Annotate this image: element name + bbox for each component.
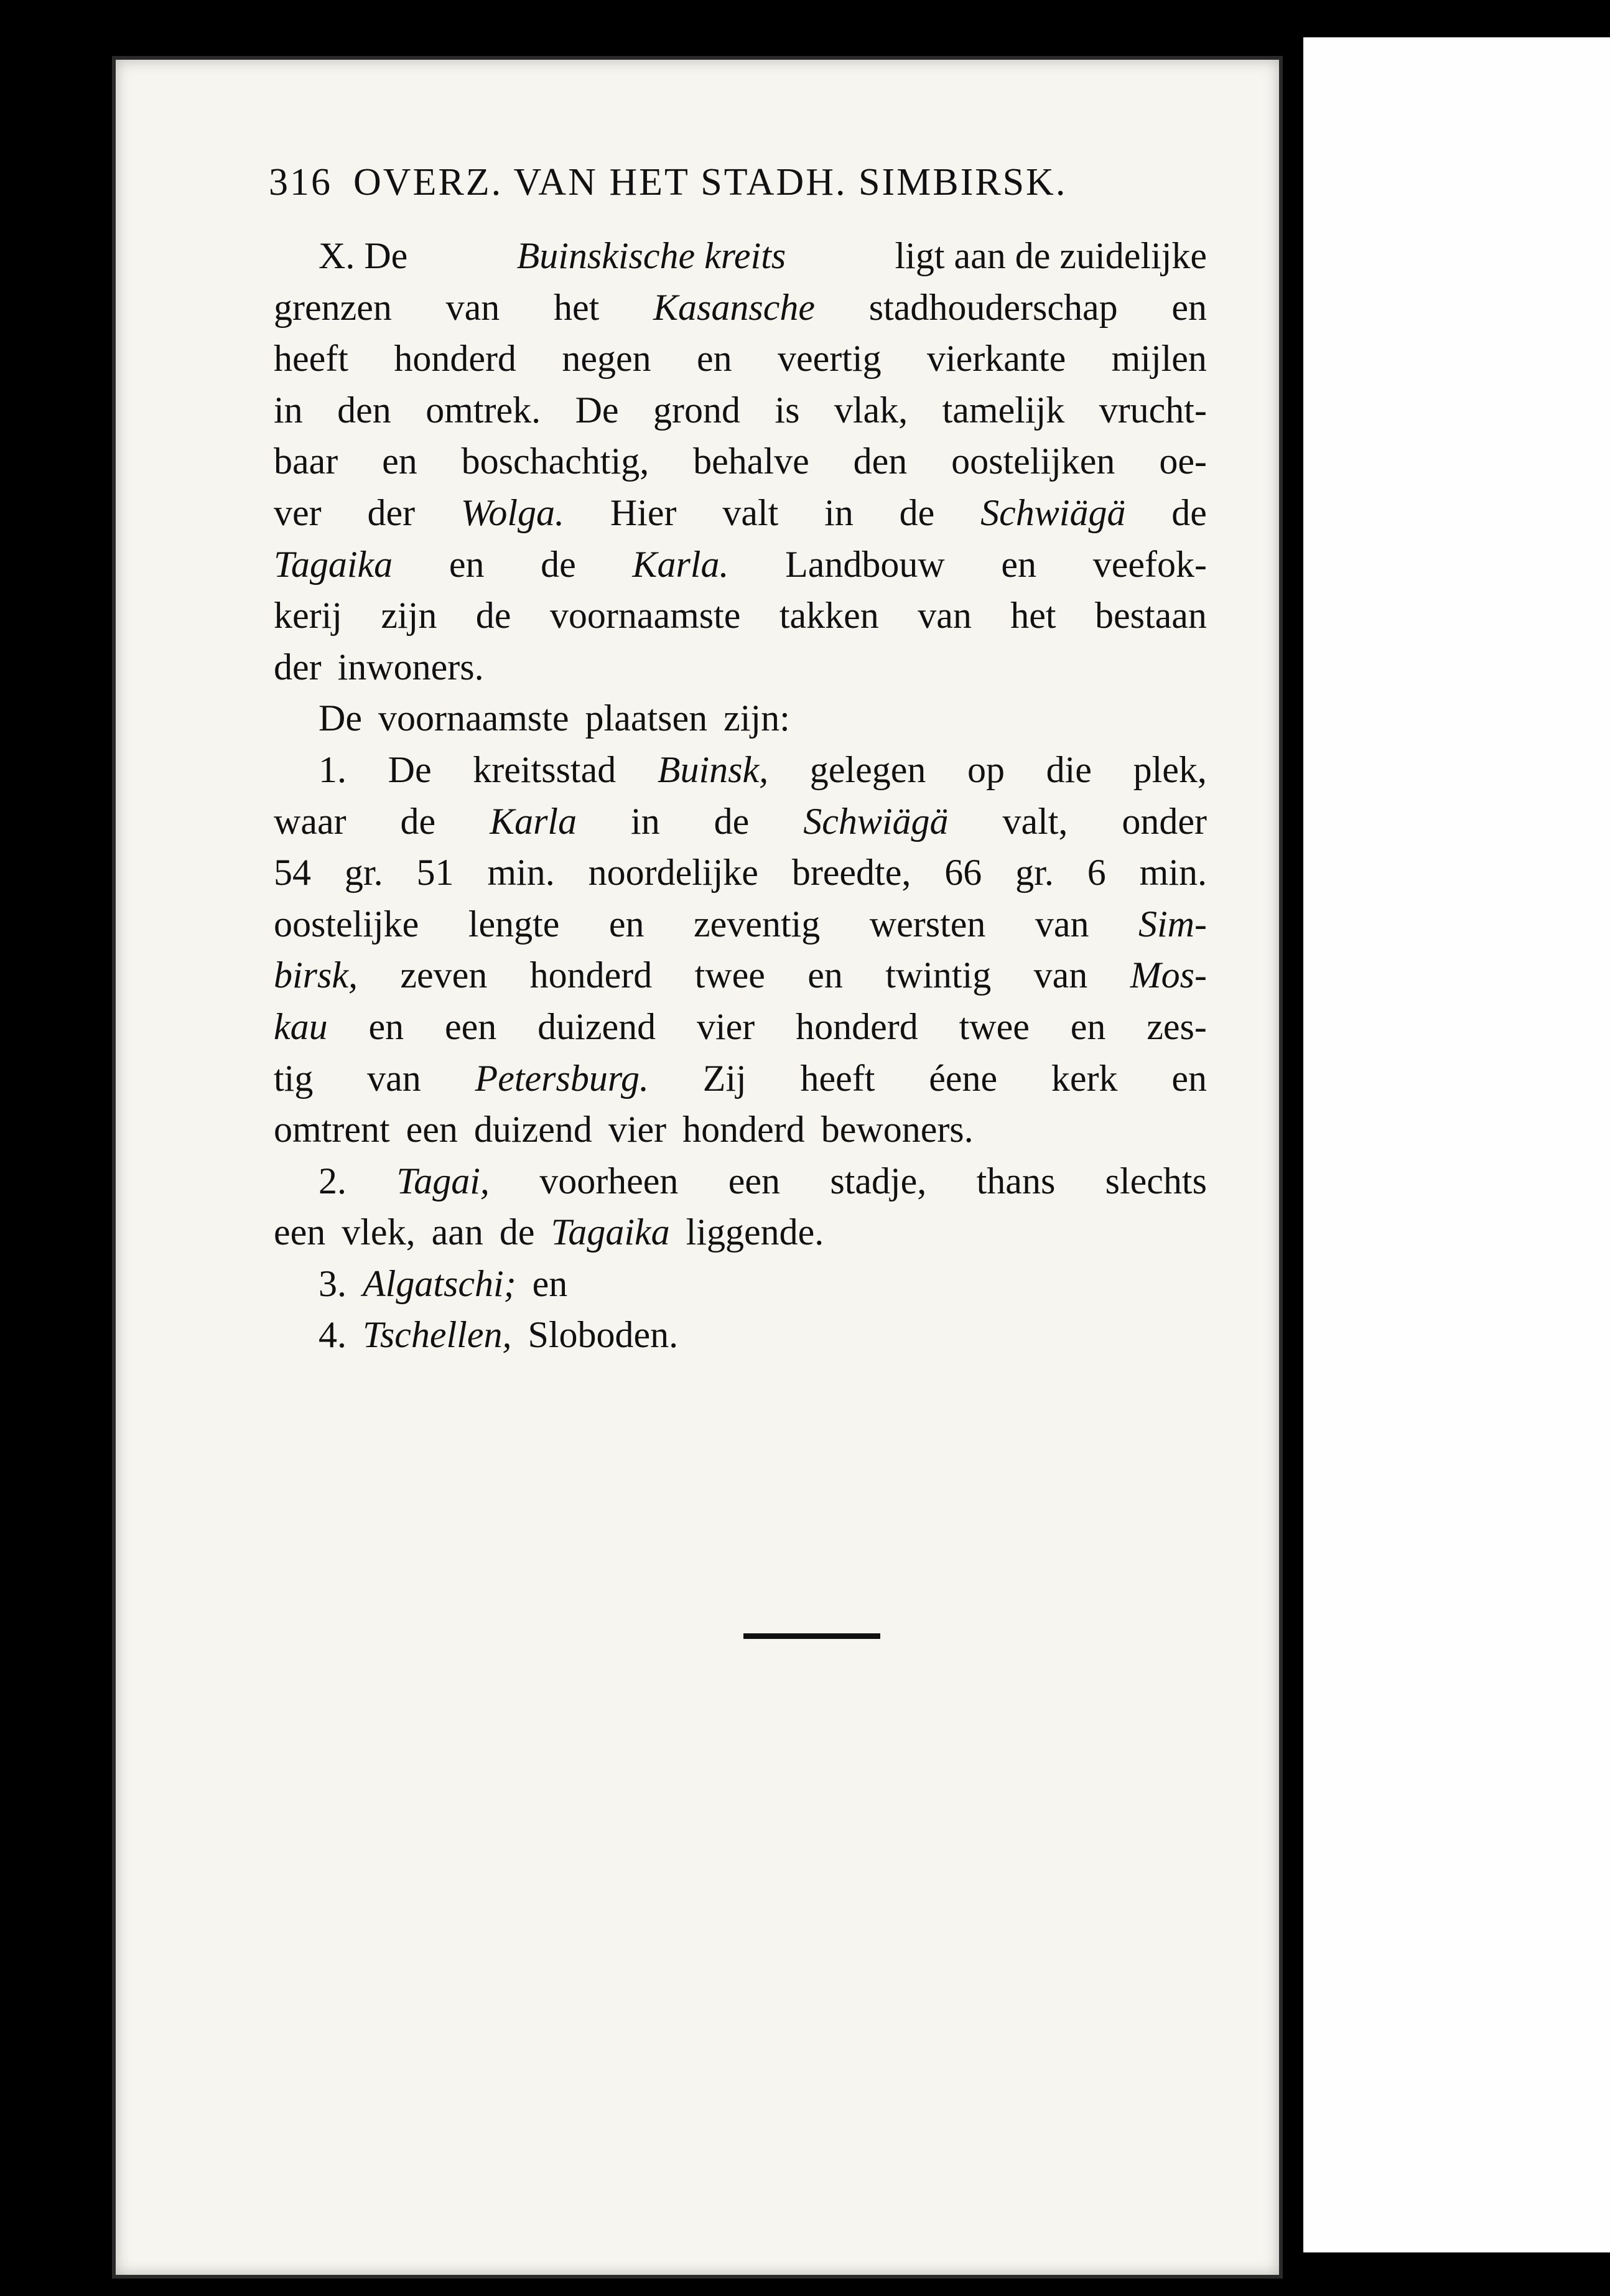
word: Tagaika	[551, 1211, 670, 1253]
running-head	[269, 161, 1211, 205]
word: de	[475, 595, 511, 637]
word: éene	[929, 1057, 998, 1099]
text-line	[274, 385, 1207, 436]
word: en	[532, 1262, 568, 1304]
word: voornaamste	[549, 595, 741, 637]
word: een	[728, 1160, 781, 1202]
text-line	[274, 642, 1207, 693]
word: der	[274, 646, 322, 688]
word: gr.	[344, 852, 383, 894]
word: lengte	[468, 903, 560, 945]
text-line	[274, 744, 1207, 796]
word: De	[319, 698, 362, 739]
word: kerij	[274, 595, 342, 637]
word: stadje,	[830, 1160, 927, 1202]
section-rule	[743, 1633, 880, 1639]
word: in	[824, 492, 854, 533]
word: takken	[779, 595, 879, 637]
word: van	[1035, 903, 1089, 945]
word: De	[575, 389, 619, 431]
word: valt	[722, 492, 779, 533]
word: waar	[274, 800, 347, 842]
text-line	[274, 950, 1207, 1001]
text-line	[274, 693, 1207, 744]
word: twee	[694, 954, 765, 996]
word: vier	[696, 1006, 755, 1047]
word: heeft	[800, 1057, 875, 1099]
word: de	[541, 543, 576, 585]
word: zeven	[400, 954, 488, 996]
word: in	[274, 389, 303, 431]
word: grond	[653, 389, 740, 431]
word: den	[853, 441, 908, 482]
text-line	[274, 487, 1207, 539]
word: aan	[431, 1211, 483, 1253]
word: heeft	[274, 338, 348, 380]
word: X. De	[319, 235, 408, 276]
text-line	[274, 847, 1207, 898]
word: honderd	[682, 1109, 805, 1150]
word: twee	[959, 1006, 1030, 1047]
word: zijn	[381, 595, 437, 637]
word: en	[449, 543, 485, 585]
word: voorheen	[539, 1160, 679, 1202]
word: Buinsk,	[657, 749, 769, 790]
word: van	[367, 1057, 421, 1099]
word: mijlen	[1111, 338, 1207, 380]
blank-facing-area	[1303, 37, 1610, 2252]
word: Hier	[610, 492, 677, 533]
text-line	[274, 230, 1207, 282]
word: ver	[274, 492, 322, 533]
word: en	[1171, 286, 1207, 328]
word: Schwiägä	[803, 800, 949, 842]
word: vierkante	[927, 338, 1066, 380]
word: 4.	[319, 1314, 347, 1356]
text-line	[274, 590, 1207, 642]
word: van	[445, 286, 500, 328]
word: en	[608, 903, 644, 945]
text-line	[274, 1206, 1207, 1258]
word: tig	[274, 1057, 314, 1099]
text-line	[274, 282, 1207, 334]
word: Wolga.	[460, 492, 565, 533]
text-line	[274, 1104, 1207, 1155]
word: Tagaika	[274, 543, 393, 585]
body-text	[274, 230, 1207, 1361]
word: Karla	[490, 800, 577, 842]
text-line	[274, 539, 1207, 590]
word: der	[367, 492, 416, 533]
word: omtrek.	[426, 389, 541, 431]
word: zijn:	[724, 698, 790, 739]
word: Tschellen,	[363, 1314, 512, 1356]
word: omtrent	[274, 1109, 390, 1150]
word: De	[388, 749, 432, 790]
word: vier	[608, 1109, 667, 1150]
word: Zij	[702, 1057, 747, 1099]
word: op	[967, 749, 1005, 790]
word: veefok-	[1092, 543, 1207, 585]
word: en	[368, 1006, 404, 1047]
word: 54	[274, 852, 311, 894]
text-line	[274, 1001, 1207, 1053]
word: het	[553, 286, 600, 328]
word: het	[1010, 595, 1056, 637]
word: kreitsstad	[473, 749, 617, 790]
word: 2.	[319, 1160, 347, 1202]
word: vrucht-	[1099, 389, 1207, 431]
text-line	[274, 333, 1207, 385]
word: valt,	[1002, 800, 1068, 842]
word: de	[499, 1211, 535, 1253]
word: baar	[274, 441, 338, 482]
word: zeventig	[694, 903, 821, 945]
word: 6	[1087, 852, 1106, 894]
page-number: 316	[269, 161, 332, 203]
word: stadhouderschap	[868, 286, 1118, 328]
word: wersten	[869, 903, 986, 945]
word: min.	[1139, 852, 1207, 894]
word: is	[775, 389, 800, 431]
word: een	[406, 1109, 458, 1150]
word: Sloboden.	[528, 1314, 679, 1356]
word: Petersburg.	[475, 1057, 649, 1099]
word: duizend	[473, 1109, 592, 1150]
word: ligt aan de zuidelijke	[895, 235, 1207, 276]
running-head-title: OVERZ. VAN HET STADH. SIMBIRSK.	[353, 161, 1068, 203]
word: liggende.	[686, 1211, 824, 1253]
word: negen	[562, 338, 651, 380]
word: twintig	[885, 954, 992, 996]
word: Mos-	[1130, 954, 1207, 996]
text-line	[274, 436, 1207, 487]
word: de	[400, 800, 436, 842]
word: een	[445, 1006, 497, 1047]
word: den	[337, 389, 391, 431]
word: 66	[944, 852, 982, 894]
word: noordelijke	[588, 852, 758, 894]
word: Algatschi;	[363, 1262, 516, 1304]
word: en	[1001, 543, 1037, 585]
word: honderd	[394, 338, 516, 380]
word: gr.	[1015, 852, 1054, 894]
word: oostelijken	[951, 441, 1115, 482]
word: honderd	[529, 954, 653, 996]
word: birsk,	[274, 954, 358, 996]
word: 3.	[319, 1262, 347, 1304]
word: de	[714, 800, 750, 842]
word: Tagai,	[396, 1160, 490, 1202]
word: een	[274, 1211, 326, 1253]
word: en	[382, 441, 417, 482]
word: bestaan	[1094, 595, 1207, 637]
word: inwoners.	[337, 646, 484, 688]
word: en	[807, 954, 843, 996]
word: vlak,	[834, 389, 908, 431]
word: kau	[274, 1006, 328, 1047]
word: in	[631, 800, 660, 842]
word: vlek,	[342, 1211, 416, 1253]
word: gelegen	[809, 749, 926, 790]
word: duizend	[537, 1006, 656, 1047]
word: behalve	[693, 441, 809, 482]
word: Buinskische kreits	[516, 235, 786, 276]
word: 1.	[319, 749, 347, 790]
word: voornaamste	[378, 698, 569, 739]
word: thans	[976, 1160, 1056, 1202]
word: Schwiägä	[980, 492, 1126, 533]
word: breedte,	[791, 852, 911, 894]
word: Landbouw	[785, 543, 945, 585]
word: en	[1070, 1006, 1106, 1047]
text-line	[274, 1309, 1207, 1361]
word: oe-	[1159, 441, 1207, 482]
text-line	[274, 796, 1207, 847]
word: Sim-	[1138, 903, 1207, 945]
word: kerk	[1051, 1057, 1118, 1099]
word: veertig	[778, 338, 882, 380]
word: plaatsen	[585, 698, 708, 739]
word: plek,	[1133, 749, 1207, 790]
text-line	[274, 1053, 1207, 1104]
word: zes-	[1147, 1006, 1207, 1047]
word: de	[899, 492, 935, 533]
word: bewoners.	[821, 1109, 974, 1150]
word: onder	[1122, 800, 1207, 842]
word: Kasansche	[653, 286, 816, 328]
word: en	[1171, 1057, 1207, 1099]
word: de	[1171, 492, 1207, 533]
word: honderd	[796, 1006, 918, 1047]
text-line	[274, 898, 1207, 950]
word: 51	[416, 852, 454, 894]
word: en	[696, 338, 732, 380]
word: oostelijke	[274, 903, 419, 945]
word: van	[1033, 954, 1088, 996]
text-line	[274, 1155, 1207, 1207]
text-line	[274, 1258, 1207, 1310]
word: slechts	[1105, 1160, 1207, 1202]
word: die	[1046, 749, 1092, 790]
word: min.	[487, 852, 555, 894]
word: tamelijk	[942, 389, 1065, 431]
word: boschachtig,	[461, 441, 649, 482]
word: grenzen	[274, 286, 392, 328]
word: Karla.	[632, 543, 729, 585]
word: van	[918, 595, 972, 637]
